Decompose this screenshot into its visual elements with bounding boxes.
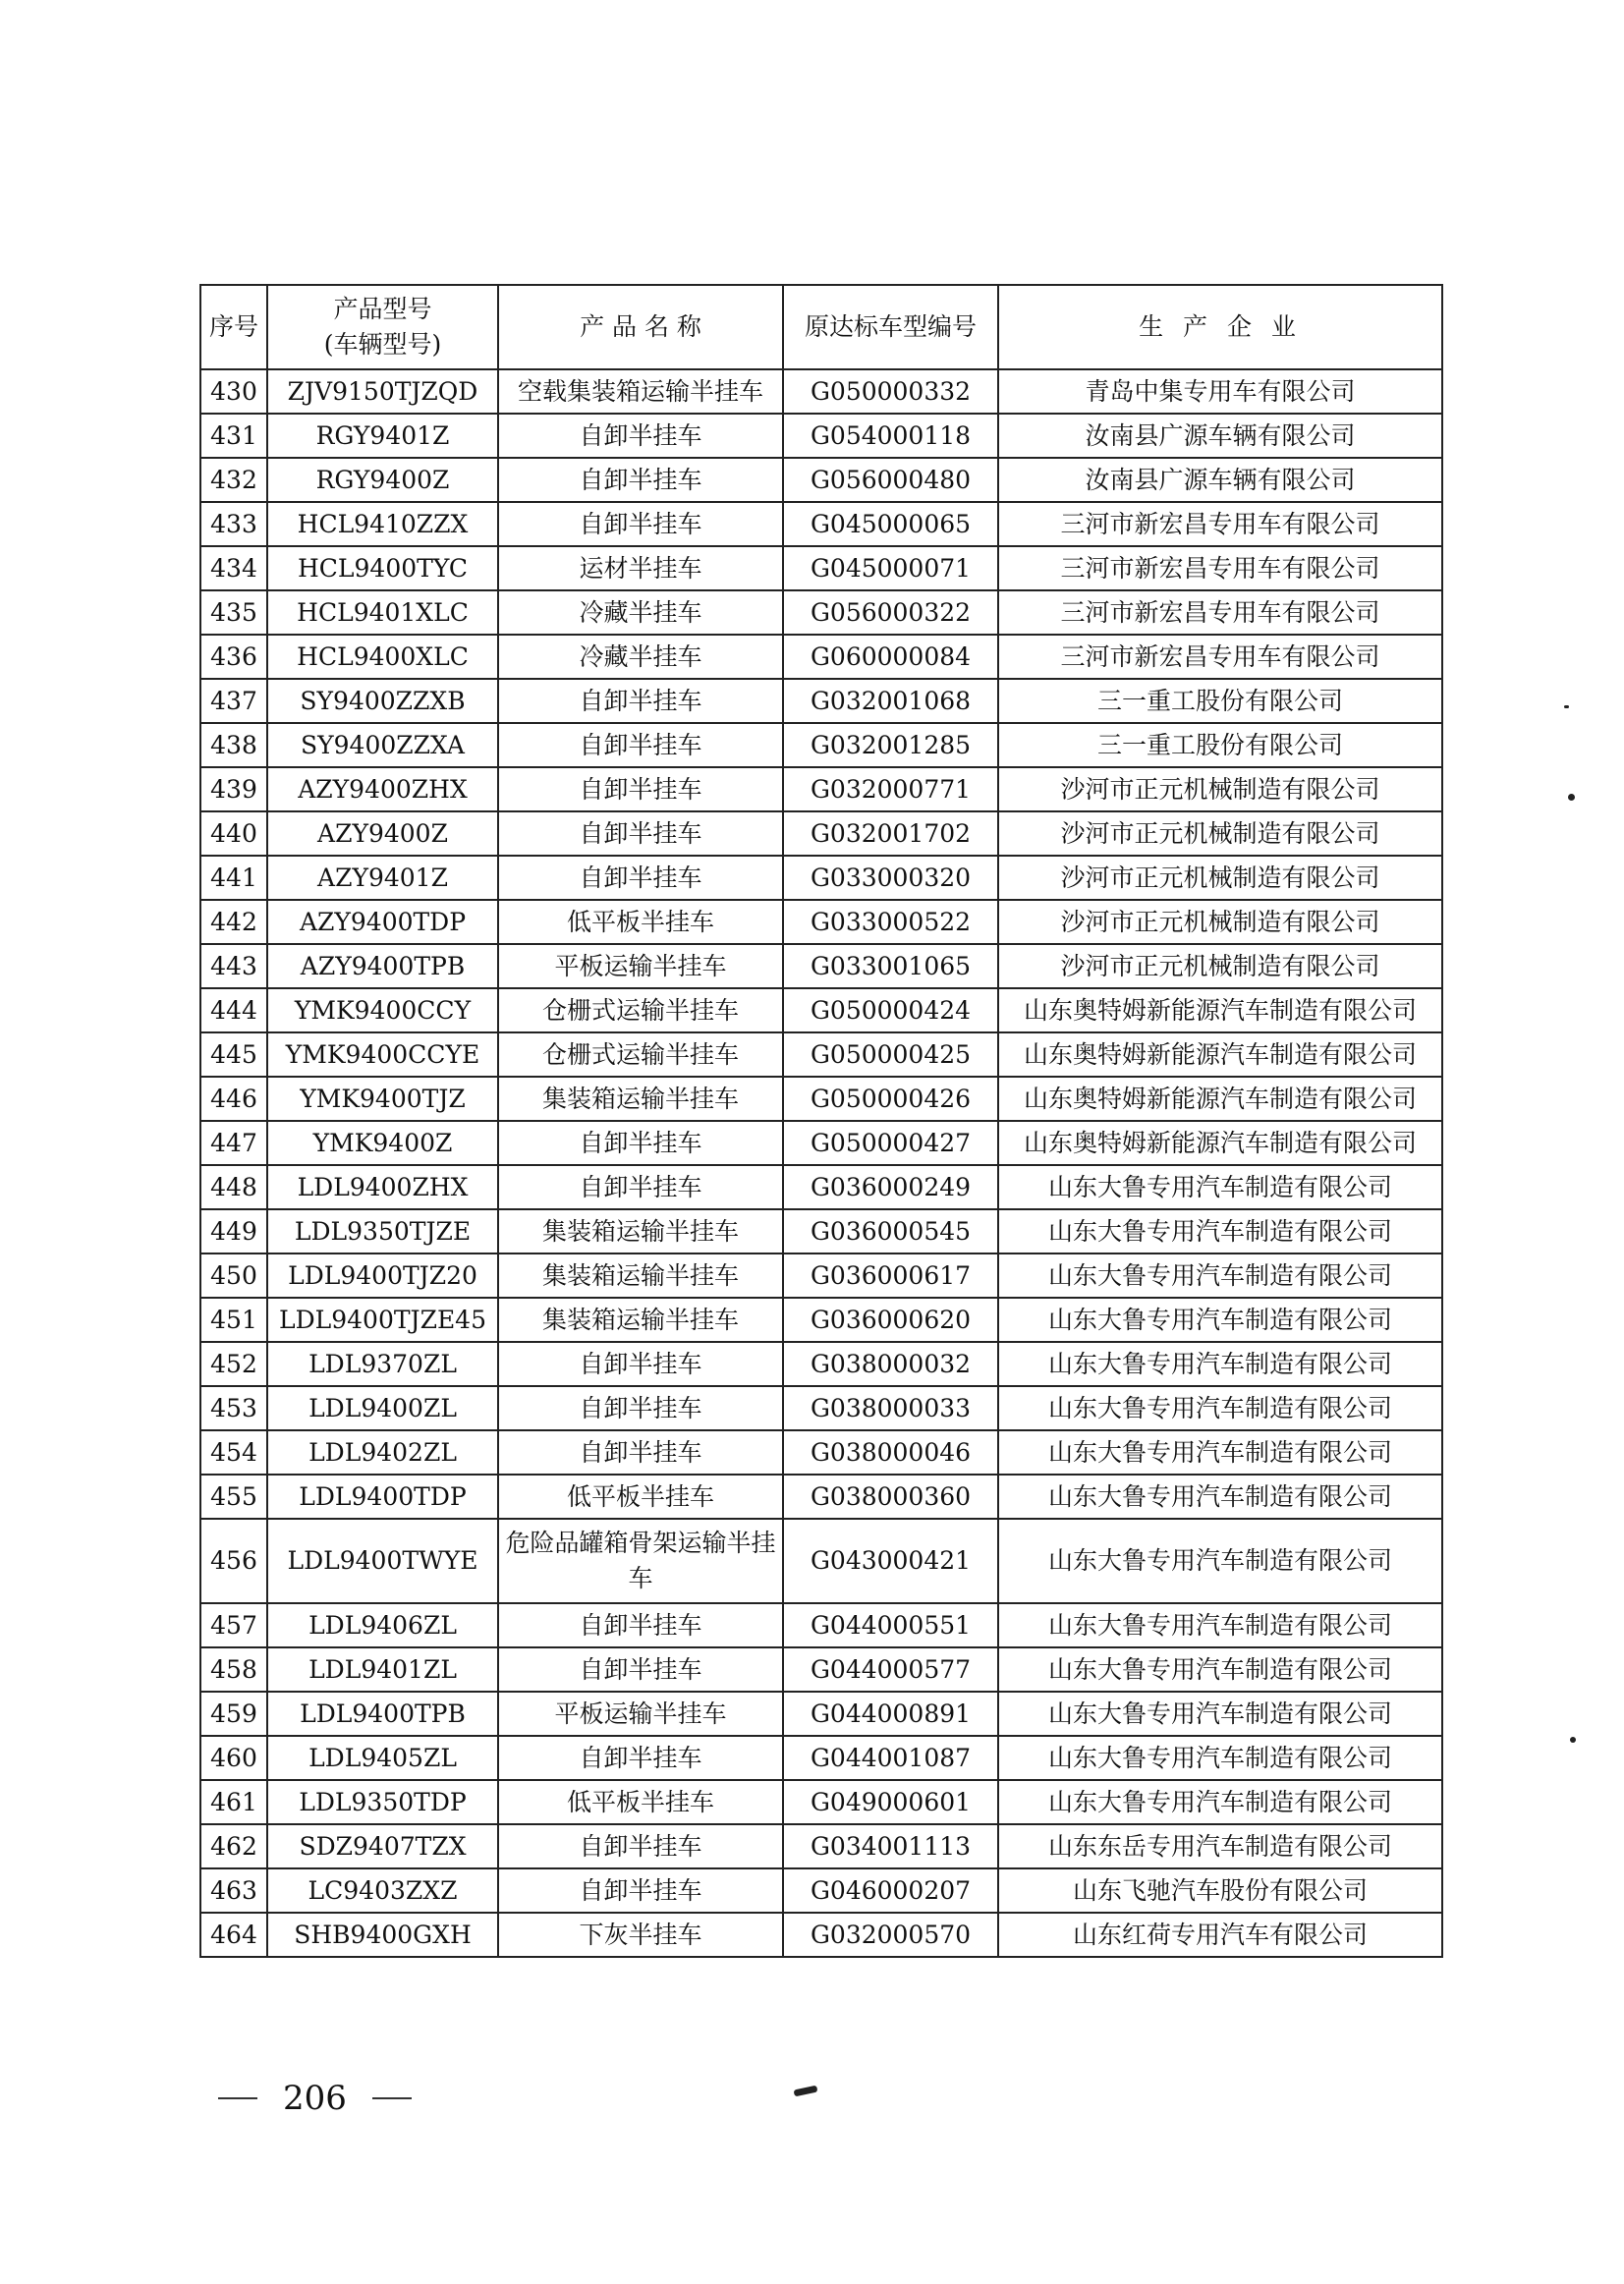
scan-mark (1570, 1737, 1576, 1743)
table-row (200, 1430, 1442, 1475)
cell-seq: 464 (200, 1913, 267, 1957)
cell-name: 自卸半挂车 (498, 679, 783, 723)
table-row (200, 988, 1442, 1032)
cell-model: SHB9400GXH (267, 1913, 498, 1957)
page-footer (218, 2079, 412, 2118)
cell-seq: 435 (200, 590, 267, 635)
cell-seq: 463 (200, 1868, 267, 1913)
cell-name: 集装箱运输半挂车 (498, 1209, 783, 1253)
cell-model: YMK9400TJZ (267, 1077, 498, 1121)
cell-name: 自卸半挂车 (498, 723, 783, 767)
cell-model: LDL9370ZL (267, 1342, 498, 1386)
cell-name: 空载集装箱运输半挂车 (498, 369, 783, 414)
table-row (200, 458, 1442, 502)
cell-model: RGY9400Z (267, 458, 498, 502)
cell-seq: 434 (200, 546, 267, 590)
cell-name: 自卸半挂车 (498, 1603, 783, 1647)
cell-maker: 汝南县广源车辆有限公司 (998, 414, 1442, 458)
cell-model: LDL9406ZL (267, 1603, 498, 1647)
cell-code: G036000620 (783, 1298, 998, 1342)
cell-model: AZY9400TDP (267, 900, 498, 944)
cell-model: YMK9400Z (267, 1121, 498, 1165)
table-body (200, 369, 1442, 1957)
table-row (200, 635, 1442, 679)
cell-seq: 441 (200, 856, 267, 900)
cell-seq: 447 (200, 1121, 267, 1165)
cell-seq: 457 (200, 1603, 267, 1647)
cell-name: 集装箱运输半挂车 (498, 1253, 783, 1298)
cell-maker: 三河市新宏昌专用车有限公司 (998, 546, 1442, 590)
cell-seq: 439 (200, 767, 267, 811)
cell-model: LDL9400ZL (267, 1386, 498, 1430)
cell-name: 自卸半挂车 (498, 502, 783, 546)
cell-seq: 460 (200, 1736, 267, 1780)
cell-code: G060000084 (783, 635, 998, 679)
cell-seq: 454 (200, 1430, 267, 1475)
cell-model: LDL9350TJZE (267, 1209, 498, 1253)
cell-name: 冷藏半挂车 (498, 590, 783, 635)
cell-maker: 山东大鲁专用汽车制造有限公司 (998, 1430, 1442, 1475)
cell-code: G043000421 (783, 1519, 998, 1603)
cell-maker: 三河市新宏昌专用车有限公司 (998, 635, 1442, 679)
cell-code: G038000033 (783, 1386, 998, 1430)
cell-name: 平板运输半挂车 (498, 1692, 783, 1736)
cell-seq: 446 (200, 1077, 267, 1121)
cell-name: 平板运输半挂车 (498, 944, 783, 988)
cell-maker: 青岛中集专用车有限公司 (998, 369, 1442, 414)
cell-name: 自卸半挂车 (498, 1868, 783, 1913)
cell-maker: 沙河市正元机械制造有限公司 (998, 944, 1442, 988)
cell-seq: 448 (200, 1165, 267, 1209)
cell-name: 下灰半挂车 (498, 1913, 783, 1957)
table-row (200, 590, 1442, 635)
cell-seq: 432 (200, 458, 267, 502)
table-row (200, 723, 1442, 767)
scan-mark (794, 2086, 818, 2097)
cell-name: 自卸半挂车 (498, 856, 783, 900)
cell-maker: 山东飞驰汽车股份有限公司 (998, 1868, 1442, 1913)
cell-model: ZJV9150TJZQD (267, 369, 498, 414)
cell-name: 集装箱运输半挂车 (498, 1298, 783, 1342)
cell-code: G032001702 (783, 811, 998, 856)
cell-seq: 437 (200, 679, 267, 723)
cell-maker: 山东大鲁专用汽车制造有限公司 (998, 1475, 1442, 1519)
cell-model: YMK9400CCY (267, 988, 498, 1032)
cell-maker: 山东大鲁专用汽车制造有限公司 (998, 1780, 1442, 1824)
cell-maker: 山东大鲁专用汽车制造有限公司 (998, 1209, 1442, 1253)
table-row (200, 1298, 1442, 1342)
cell-maker: 山东奥特姆新能源汽车制造有限公司 (998, 1121, 1442, 1165)
cell-model: LDL9400TJZE45 (267, 1298, 498, 1342)
table-row (200, 1692, 1442, 1736)
cell-code: G054000118 (783, 414, 998, 458)
cell-maker: 山东大鲁专用汽车制造有限公司 (998, 1342, 1442, 1386)
cell-name: 低平板半挂车 (498, 1780, 783, 1824)
cell-model: SY9400ZZXA (267, 723, 498, 767)
cell-code: G036000545 (783, 1209, 998, 1253)
table-row (200, 1253, 1442, 1298)
cell-name: 仓栅式运输半挂车 (498, 1032, 783, 1077)
cell-model: HCL9400XLC (267, 635, 498, 679)
cell-model: RGY9401Z (267, 414, 498, 458)
cell-name: 自卸半挂车 (498, 1430, 783, 1475)
cell-code: G034001113 (783, 1824, 998, 1868)
cell-maker: 山东大鲁专用汽车制造有限公司 (998, 1647, 1442, 1692)
cell-code: G050000332 (783, 369, 998, 414)
cell-code: G033000320 (783, 856, 998, 900)
cell-seq: 431 (200, 414, 267, 458)
cell-name: 自卸半挂车 (498, 458, 783, 502)
table-row (200, 1032, 1442, 1077)
cell-name: 自卸半挂车 (498, 1647, 783, 1692)
cell-model: AZY9401Z (267, 856, 498, 900)
cell-seq: 445 (200, 1032, 267, 1077)
cell-code: G033000522 (783, 900, 998, 944)
cell-maker: 山东大鲁专用汽车制造有限公司 (998, 1519, 1442, 1603)
table-row (200, 546, 1442, 590)
cell-seq: 430 (200, 369, 267, 414)
scan-mark (1568, 794, 1575, 801)
cell-maker: 三河市新宏昌专用车有限公司 (998, 502, 1442, 546)
cell-model: HCL9410ZZX (267, 502, 498, 546)
cell-model: LDL9402ZL (267, 1430, 498, 1475)
cell-code: G050000424 (783, 988, 998, 1032)
table-row (200, 1209, 1442, 1253)
cell-seq: 438 (200, 723, 267, 767)
cell-name: 危险品罐箱骨架运输半挂车 (498, 1519, 783, 1603)
cell-maker: 山东大鲁专用汽车制造有限公司 (998, 1165, 1442, 1209)
table-row (200, 1913, 1442, 1957)
cell-maker: 沙河市正元机械制造有限公司 (998, 856, 1442, 900)
cell-maker: 沙河市正元机械制造有限公司 (998, 811, 1442, 856)
cell-name: 冷藏半挂车 (498, 635, 783, 679)
cell-maker: 沙河市正元机械制造有限公司 (998, 767, 1442, 811)
cell-model: HCL9401XLC (267, 590, 498, 635)
cell-name: 自卸半挂车 (498, 1165, 783, 1209)
cell-maker: 山东奥特姆新能源汽车制造有限公司 (998, 1032, 1442, 1077)
header-model-label: 产品型号 (333, 295, 432, 323)
cell-name: 自卸半挂车 (498, 1121, 783, 1165)
cell-model: HCL9400TYC (267, 546, 498, 590)
table-row (200, 900, 1442, 944)
table-row (200, 502, 1442, 546)
table-row (200, 679, 1442, 723)
table-row (200, 1780, 1442, 1824)
table-row (200, 811, 1442, 856)
cell-model: SDZ9407TZX (267, 1824, 498, 1868)
vehicle-model-table (199, 284, 1443, 1958)
cell-name: 自卸半挂车 (498, 1824, 783, 1868)
cell-code: G049000601 (783, 1780, 998, 1824)
cell-seq: 461 (200, 1780, 267, 1824)
cell-code: G045000071 (783, 546, 998, 590)
cell-seq: 453 (200, 1386, 267, 1430)
cell-model: LC9403ZXZ (267, 1868, 498, 1913)
table-row (200, 1475, 1442, 1519)
cell-seq: 459 (200, 1692, 267, 1736)
cell-maker: 山东红荷专用汽车有限公司 (998, 1913, 1442, 1957)
cell-seq: 450 (200, 1253, 267, 1298)
cell-maker: 沙河市正元机械制造有限公司 (998, 900, 1442, 944)
cell-seq: 443 (200, 944, 267, 988)
cell-name: 自卸半挂车 (498, 767, 783, 811)
cell-code: G038000032 (783, 1342, 998, 1386)
cell-code: G046000207 (783, 1868, 998, 1913)
cell-maker: 山东大鲁专用汽车制造有限公司 (998, 1386, 1442, 1430)
cell-seq: 462 (200, 1824, 267, 1868)
cell-name: 自卸半挂车 (498, 1736, 783, 1780)
cell-maker: 山东大鲁专用汽车制造有限公司 (998, 1736, 1442, 1780)
header-maker: 生 产 企 业 (998, 285, 1442, 369)
header-model (267, 285, 498, 369)
cell-model: LDL9400TJZ20 (267, 1253, 498, 1298)
cell-seq: 456 (200, 1519, 267, 1603)
cell-seq: 452 (200, 1342, 267, 1386)
cell-model: YMK9400CCYE (267, 1032, 498, 1077)
cell-maker: 三一重工股份有限公司 (998, 679, 1442, 723)
table-row (200, 1603, 1442, 1647)
cell-name: 低平板半挂车 (498, 900, 783, 944)
cell-model: AZY9400Z (267, 811, 498, 856)
cell-model: LDL9400TDP (267, 1475, 498, 1519)
vehicle-table-container (199, 284, 1441, 1958)
cell-model: SY9400ZZXB (267, 679, 498, 723)
cell-maker: 汝南县广源车辆有限公司 (998, 458, 1442, 502)
cell-model: LDL9405ZL (267, 1736, 498, 1780)
cell-code: G056000480 (783, 458, 998, 502)
cell-code: G050000427 (783, 1121, 998, 1165)
cell-maker: 山东大鲁专用汽车制造有限公司 (998, 1692, 1442, 1736)
cell-code: G044001087 (783, 1736, 998, 1780)
scan-mark (1564, 705, 1569, 708)
cell-model: LDL9400TPB (267, 1692, 498, 1736)
cell-model: AZY9400ZHX (267, 767, 498, 811)
cell-code: G050000425 (783, 1032, 998, 1077)
cell-name: 自卸半挂车 (498, 1386, 783, 1430)
cell-maker: 山东大鲁专用汽车制造有限公司 (998, 1603, 1442, 1647)
cell-seq: 436 (200, 635, 267, 679)
cell-name: 自卸半挂车 (498, 414, 783, 458)
header-name: 产 品 名 称 (498, 285, 783, 369)
cell-seq: 433 (200, 502, 267, 546)
footer-dash-right (372, 2097, 412, 2099)
cell-seq: 455 (200, 1475, 267, 1519)
header-model-sub: (车辆型号) (323, 330, 442, 359)
table-row (200, 1824, 1442, 1868)
cell-model: AZY9400TPB (267, 944, 498, 988)
cell-name: 仓栅式运输半挂车 (498, 988, 783, 1032)
cell-name: 集装箱运输半挂车 (498, 1077, 783, 1121)
table-row (200, 856, 1442, 900)
cell-model: LDL9400TWYE (267, 1519, 498, 1603)
header-code: 原达标车型编号 (783, 285, 998, 369)
cell-model: LDL9400ZHX (267, 1165, 498, 1209)
cell-seq: 440 (200, 811, 267, 856)
cell-seq: 458 (200, 1647, 267, 1692)
cell-code: G038000360 (783, 1475, 998, 1519)
cell-seq: 442 (200, 900, 267, 944)
cell-maker: 山东奥特姆新能源汽车制造有限公司 (998, 988, 1442, 1032)
footer-dash-left (218, 2097, 257, 2099)
cell-maker: 山东大鲁专用汽车制造有限公司 (998, 1298, 1442, 1342)
table-row (200, 1647, 1442, 1692)
cell-model: LDL9401ZL (267, 1647, 498, 1692)
cell-model: LDL9350TDP (267, 1780, 498, 1824)
cell-code: G045000065 (783, 502, 998, 546)
table-row (200, 1736, 1442, 1780)
table-row (200, 369, 1442, 414)
cell-code: G032000570 (783, 1913, 998, 1957)
cell-seq: 449 (200, 1209, 267, 1253)
table-row (200, 944, 1442, 988)
header-seq: 序号 (200, 285, 267, 369)
cell-name: 运材半挂车 (498, 546, 783, 590)
table-row (200, 1165, 1442, 1209)
cell-code: G044000577 (783, 1647, 998, 1692)
cell-code: G036000617 (783, 1253, 998, 1298)
table-row (200, 1386, 1442, 1430)
cell-seq: 444 (200, 988, 267, 1032)
table-row (200, 1519, 1442, 1603)
cell-code: G038000046 (783, 1430, 998, 1475)
cell-seq: 451 (200, 1298, 267, 1342)
cell-code: G044000891 (783, 1692, 998, 1736)
cell-name: 低平板半挂车 (498, 1475, 783, 1519)
table-header-row (200, 285, 1442, 369)
cell-code: G056000322 (783, 590, 998, 635)
cell-code: G036000249 (783, 1165, 998, 1209)
cell-maker: 山东奥特姆新能源汽车制造有限公司 (998, 1077, 1442, 1121)
cell-maker: 三一重工股份有限公司 (998, 723, 1442, 767)
cell-code: G032001068 (783, 679, 998, 723)
cell-maker: 三河市新宏昌专用车有限公司 (998, 590, 1442, 635)
table-row (200, 1868, 1442, 1913)
table-row (200, 1121, 1442, 1165)
cell-code: G044000551 (783, 1603, 998, 1647)
table-row (200, 767, 1442, 811)
cell-name: 自卸半挂车 (498, 1342, 783, 1386)
cell-code: G033001065 (783, 944, 998, 988)
cell-maker: 山东东岳专用汽车制造有限公司 (998, 1824, 1442, 1868)
table-row (200, 414, 1442, 458)
table-row (200, 1077, 1442, 1121)
cell-code: G032001285 (783, 723, 998, 767)
cell-name: 自卸半挂车 (498, 811, 783, 856)
cell-maker: 山东大鲁专用汽车制造有限公司 (998, 1253, 1442, 1298)
page-number: 206 (283, 2079, 347, 2118)
cell-code: G032000771 (783, 767, 998, 811)
table-row (200, 1342, 1442, 1386)
cell-code: G050000426 (783, 1077, 998, 1121)
